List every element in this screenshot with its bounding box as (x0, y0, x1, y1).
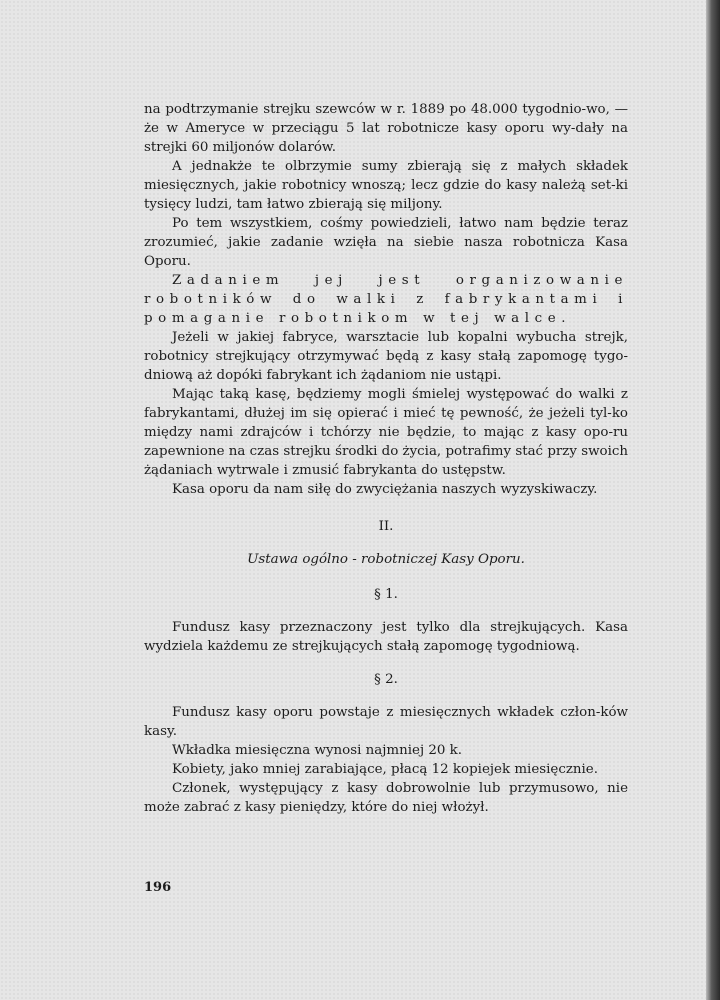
section-title: Ustawa ogólno - robotniczej Kasy Oporu. (247, 552, 525, 567)
page-text (144, 100, 628, 817)
statute-paragraph-2-line-4: Członek, występujący z kasy dobrowolnie lub przymusowo, nie może zabrać z kasy pieniędzy, które do niej włożył. (144, 781, 628, 815)
statute-paragraph-2-line-1: Fundusz kasy oporu powstaje z miesięcznych wkładek człon-ków kasy. (144, 705, 628, 739)
statute-paragraph-2-line-2: Wkładka miesięczna wynosi najmniej 20 k. (172, 743, 463, 758)
paragraph-mark-2: § 2. (374, 672, 398, 687)
statute-paragraph-2-line-3: Kobiety, jako mniej zarabiające, płacą 12 kopiejek miesięcznie. (172, 762, 598, 777)
paragraph-conclusion: Kasa oporu da nam siłę do zwyciężania naszych wyzyskiwaczy. (172, 482, 598, 497)
paragraph-contributions: A jednakże te olbrzymie sumy zbierają się z małych składek miesięcznych, jakie robotnicy wnoszą; lecz gdzie do kasy należą set-ki tysięcy ludzi, tam łatwo zbierają się miljony. (144, 159, 628, 212)
paragraph-task-intro: Po tem wszystkiem, cośmy powiedzieli, łatwo nam będzie teraz zrozumieć, jakie zadanie wzięła na siebie nasza robotnicza Kasa Oporu. (144, 216, 628, 269)
paragraph-strength: Mając taką kasę, będziemy mogli śmielej występować do walki z fabrykantami, dłużej im się opierać i mieć tę pewność, że jeżeli tyl-ko między nami zdrajców i tchórzy nie będzie, to mając z kasy opo-ru zapewnione na czas strejku środki do życia, potrafimy stać przy swoich żądaniach wytrwale i zmusić fabrykanta do ustępstw. (144, 387, 628, 478)
paragraph-strike-support: Jeżeli w jakiej fabryce, warsztacie lub kopalni wybucha strejk, robotnicy strejkujący otrzymywać będą z kasy stałą zapomogę tygo-dniową aż dopóki fabrykant ich żądaniom nie ustąpi. (144, 330, 628, 383)
statute-paragraph-1: Fundusz kasy przeznaczony jest tylko dla strejkujących. Kasa wydziela każdemu ze strejkujących stałą zapomogę tygodniową. (144, 620, 628, 654)
section-number: II. (378, 519, 394, 534)
paragraph-mark-1: § 1. (374, 587, 398, 602)
page-number: 196 (144, 880, 172, 895)
paragraph-task-emphasis: Zadaniem jej jest organizowanie robotników do walki z fabrykantami i pomaganie robotnikom w tej walce. (144, 273, 628, 326)
paragraph-intro: na podtrzymanie strejku szewców w r. 1889 po 48.000 tygodnio-wo, — że w Ameryce w przeciągu 5 lat robotnicze kasy oporu wy-dały na strejki 60 miljonów dolarów. (144, 102, 628, 155)
book-spine-shadow (706, 0, 720, 1000)
